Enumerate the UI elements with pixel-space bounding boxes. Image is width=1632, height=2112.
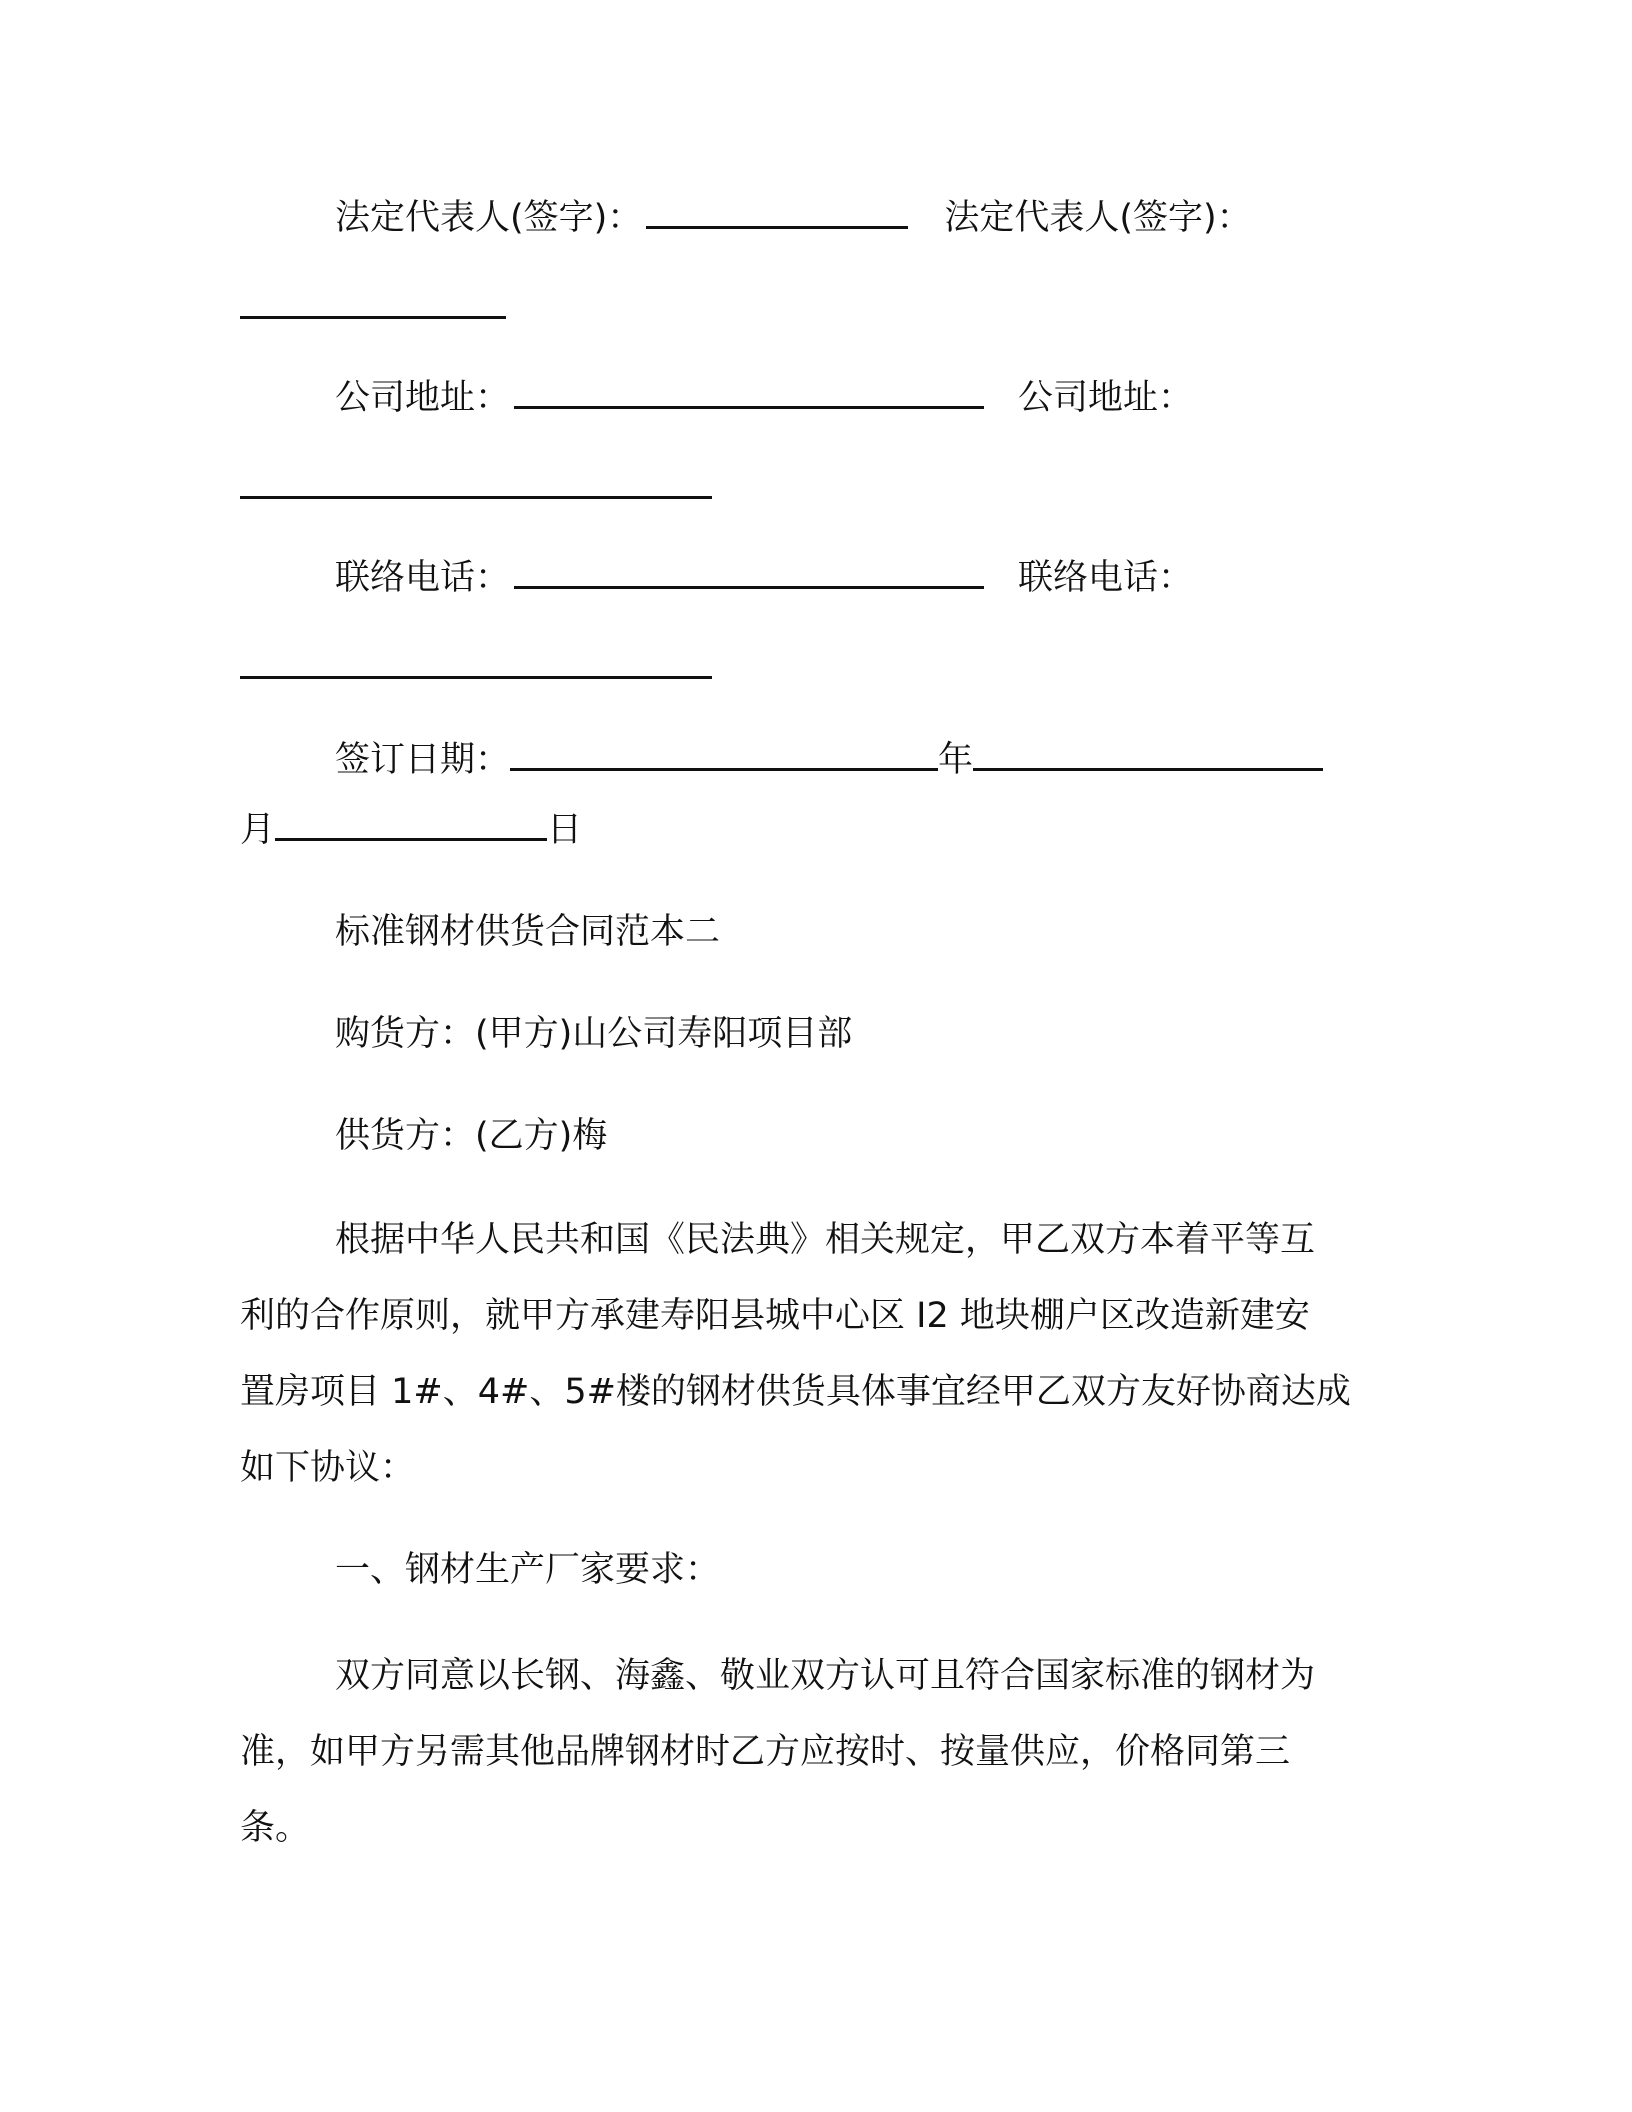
legal-rep-blank-b[interactable] <box>240 288 506 319</box>
date-row-cont <box>240 808 582 852</box>
phone-blank-a[interactable] <box>514 558 984 589</box>
section1-line-1: 双方同意以长钢、海鑫、敬业双方认可且符合国家标准的钢材为 <box>335 1656 1316 1696</box>
year-unit: 年 <box>938 740 974 780</box>
section1-heading: 一、钢材生产厂家要求： <box>335 1550 721 1590</box>
address-blank-a[interactable] <box>514 378 984 409</box>
date-row <box>335 738 1323 782</box>
intro-line-4: 如下协议： <box>240 1448 416 1488</box>
address-blank-b[interactable] <box>240 468 712 499</box>
legal-rep-row-cont <box>240 286 510 330</box>
phone-row <box>335 556 1193 600</box>
phone-label-b: 联络电话： <box>1018 558 1194 598</box>
legal-rep-blank-a[interactable] <box>646 198 908 229</box>
address-row <box>335 376 1193 420</box>
month-unit: 月 <box>240 810 276 850</box>
date-label: 签订日期： <box>335 740 511 780</box>
section1-line-3: 条。 <box>240 1808 311 1848</box>
section1-line-2: 准，如甲方另需其他品牌钢材时乙方应按时、按量供应，价格同第三 <box>240 1732 1291 1772</box>
year-blank[interactable] <box>510 740 938 771</box>
intro-line-3: 置房项目 1#、4#、5#楼的钢材供货具体事宜经甲乙双方友好协商达成 <box>240 1372 1351 1412</box>
intro-line-1: 根据中华人民共和国《民法典》相关规定，甲乙双方本着平等互 <box>335 1220 1316 1260</box>
legal-rep-row <box>335 196 1252 240</box>
phone-row-cont <box>240 646 716 690</box>
phone-blank-b[interactable] <box>240 648 712 679</box>
month-blank[interactable] <box>973 740 1323 771</box>
supplier-line: 供货方：(乙方)梅 <box>335 1116 608 1156</box>
day-unit: 日 <box>547 810 583 850</box>
intro-line-2: 利的合作原则，就甲方承建寿阳县城中心区 I2 地块棚户区改造新建安 <box>240 1296 1310 1336</box>
address-label-a: 公司地址： <box>335 378 511 418</box>
address-row-cont <box>240 466 716 510</box>
address-label-b: 公司地址： <box>1018 378 1194 418</box>
buyer-line: 购货方：(甲方)山公司寿阳项目部 <box>335 1014 853 1054</box>
contract-title: 标准钢材供货合同范本二 <box>335 912 721 952</box>
legal-rep-label-a: 法定代表人(签字)： <box>335 198 643 238</box>
phone-label-a: 联络电话： <box>335 558 511 598</box>
legal-rep-label-b: 法定代表人(签字)： <box>944 198 1252 238</box>
day-blank[interactable] <box>275 810 547 841</box>
